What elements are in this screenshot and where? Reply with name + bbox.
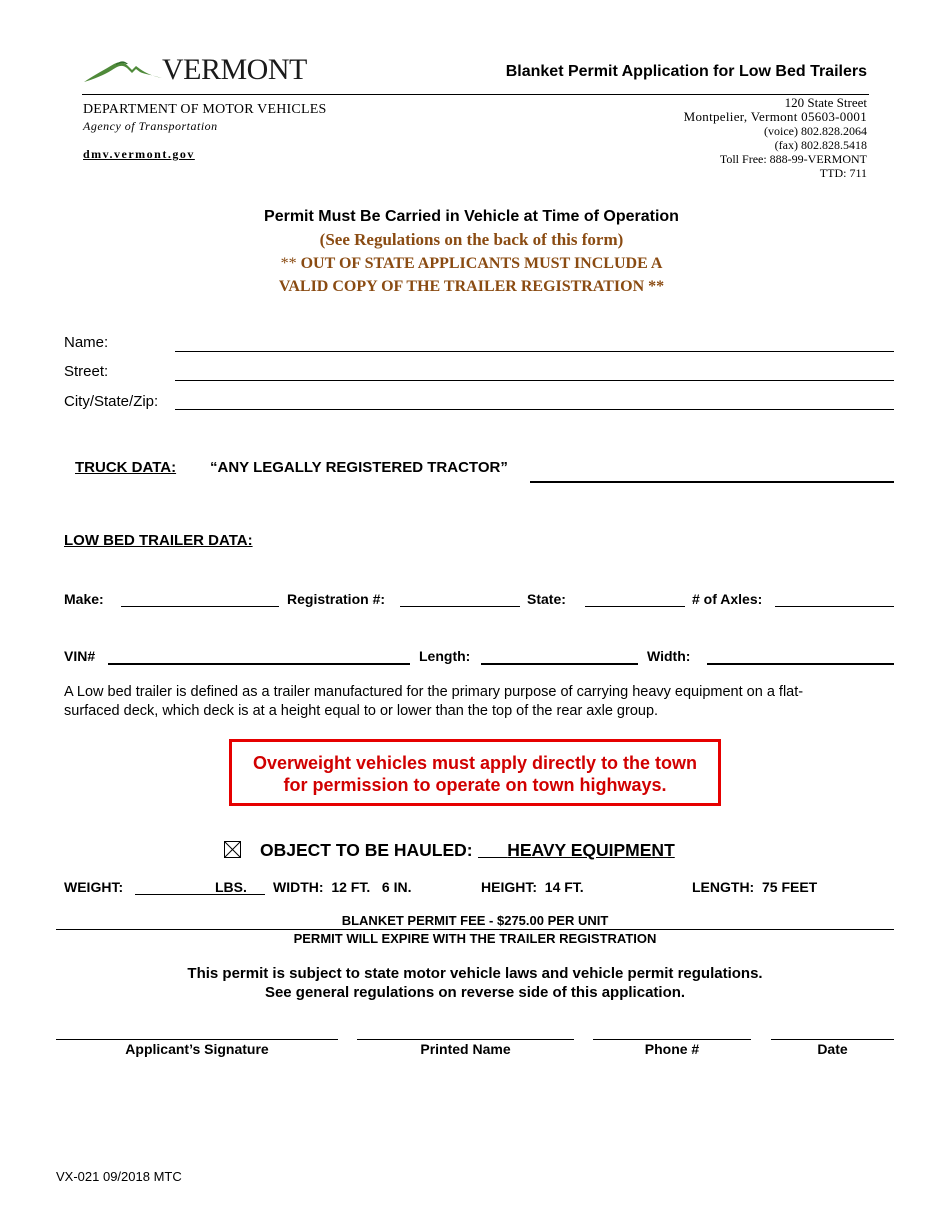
website-link[interactable]: dmv.vermont.gov <box>83 147 195 161</box>
trailer-definition-line2: surfaced deck, which deck is at a height equal to or lower than the top of the rear axle group. <box>64 703 659 719</box>
notice-carry: Permit Must Be Carried in Vehicle at Time of Operation <box>264 208 679 225</box>
make-label: Make: <box>64 591 104 607</box>
address-voice: (voice) 802.828.2064 <box>764 124 867 138</box>
subject-statement <box>0 964 950 1002</box>
hauled-checkbox[interactable] <box>224 841 241 858</box>
printed-name-label: Printed Name <box>420 1041 511 1057</box>
state-field[interactable] <box>585 606 685 607</box>
weight-unit: LBS. <box>215 879 247 895</box>
fee-line: BLANKET PERMIT FEE - $275.00 PER UNIT <box>341 913 609 928</box>
notice-out-of-state-text: OUT OF STATE APPLICANTS MUST INCLUDE A <box>300 255 663 272</box>
vin-field[interactable] <box>108 663 410 665</box>
address-tollfree: Toll Free: 888-99-VERMONT <box>719 152 867 166</box>
width-value: WIDTH: 12 FT. 6 IN. <box>273 879 412 895</box>
applicant-signature-field[interactable] <box>56 1039 338 1040</box>
notice-registration: VALID COPY OF THE TRAILER REGISTRATION ** <box>278 278 665 295</box>
truck-data-value: “ANY LEGALLY REGISTERED TRACTOR” <box>210 459 508 476</box>
truck-data-label: TRUCK DATA: <box>75 459 177 476</box>
registration-field[interactable] <box>400 606 520 607</box>
notice-stars: ** <box>280 255 297 272</box>
width-field[interactable] <box>707 663 894 665</box>
notice-out-of-state <box>0 252 943 275</box>
street-field[interactable] <box>175 380 894 381</box>
truck-data-field[interactable] <box>530 481 894 483</box>
address-city: Montpelier, Vermont 05603-0001 <box>683 109 867 124</box>
city-label: City/State/Zip: <box>64 393 159 410</box>
applicant-signature-label: Applicant’s Signature <box>125 1041 269 1057</box>
notice-block <box>0 206 943 298</box>
state-label: State: <box>527 591 566 607</box>
date-field[interactable] <box>771 1039 894 1040</box>
agency-name: Agency of Transportation <box>83 119 218 133</box>
expiry-line: PERMIT WILL EXPIRE WITH THE TRAILER REGISTRATION <box>293 931 657 946</box>
vermont-logo <box>82 52 307 88</box>
hauled-value-text: HEAVY EQUIPMENT <box>507 840 675 860</box>
width-label: Width: <box>647 648 691 664</box>
height-value: HEIGHT: 14 FT. <box>481 879 584 895</box>
street-label: Street: <box>64 363 109 380</box>
address-street: 120 State Street <box>784 95 867 110</box>
subject-line1: This permit is subject to state motor vehicle laws and vehicle permit regulations. <box>187 965 763 982</box>
length-value: LENGTH: 75 FEET <box>692 879 818 895</box>
date-label: Date <box>817 1041 848 1057</box>
trailer-data-heading: LOW BED TRAILER DATA: <box>64 532 253 549</box>
phone-label: Phone # <box>644 1041 700 1057</box>
address-ttd: TTD: 711 <box>819 166 867 180</box>
subject-line2: See general regulations on reverse side of this application. <box>264 984 686 1001</box>
trailer-definition-line1: A Low bed trailer is defined as a trailer manufactured for the primary purpose of carrying heavy equipment on a flat- <box>64 684 804 700</box>
make-field[interactable] <box>121 606 279 607</box>
header-rule <box>82 94 869 95</box>
address-block <box>560 96 867 180</box>
overweight-warning-line1: Overweight vehicles must apply directly to the town <box>252 753 698 773</box>
trailer-definition <box>64 683 904 721</box>
hauled-value <box>478 840 675 861</box>
address-fax: (fax) 802.828.5418 <box>774 138 867 152</box>
axles-label: # of Axles: <box>692 591 763 607</box>
checked-box-icon <box>224 841 241 858</box>
weight-label: WEIGHT: <box>64 879 124 895</box>
length-label: Length: <box>419 648 471 664</box>
registration-label: Registration #: <box>287 591 386 607</box>
name-field[interactable] <box>175 351 894 352</box>
logo-text: VERMONT <box>162 53 307 86</box>
length-field[interactable] <box>481 663 638 665</box>
name-label: Name: <box>64 334 109 351</box>
phone-field[interactable] <box>593 1039 751 1040</box>
city-field[interactable] <box>175 409 894 410</box>
mountain-logo-icon <box>82 52 164 88</box>
overweight-warning-box <box>229 739 721 806</box>
notice-regulations: (See Regulations on the back of this form) <box>319 230 624 249</box>
vin-label: VIN# <box>64 648 96 664</box>
form-title: Blanket Permit Application for Low Bed Trailers <box>505 63 867 80</box>
fee-rule <box>56 929 894 930</box>
overweight-warning-line2: for permission to operate on town highways. <box>283 775 667 795</box>
printed-name-field[interactable] <box>357 1039 574 1040</box>
form-code: VX-021 09/2018 MTC <box>56 1169 182 1184</box>
department-name: DEPARTMENT OF MOTOR VEHICLES <box>83 102 327 117</box>
hauled-label: OBJECT TO BE HAULED: <box>260 840 473 860</box>
axles-field[interactable] <box>775 606 894 607</box>
